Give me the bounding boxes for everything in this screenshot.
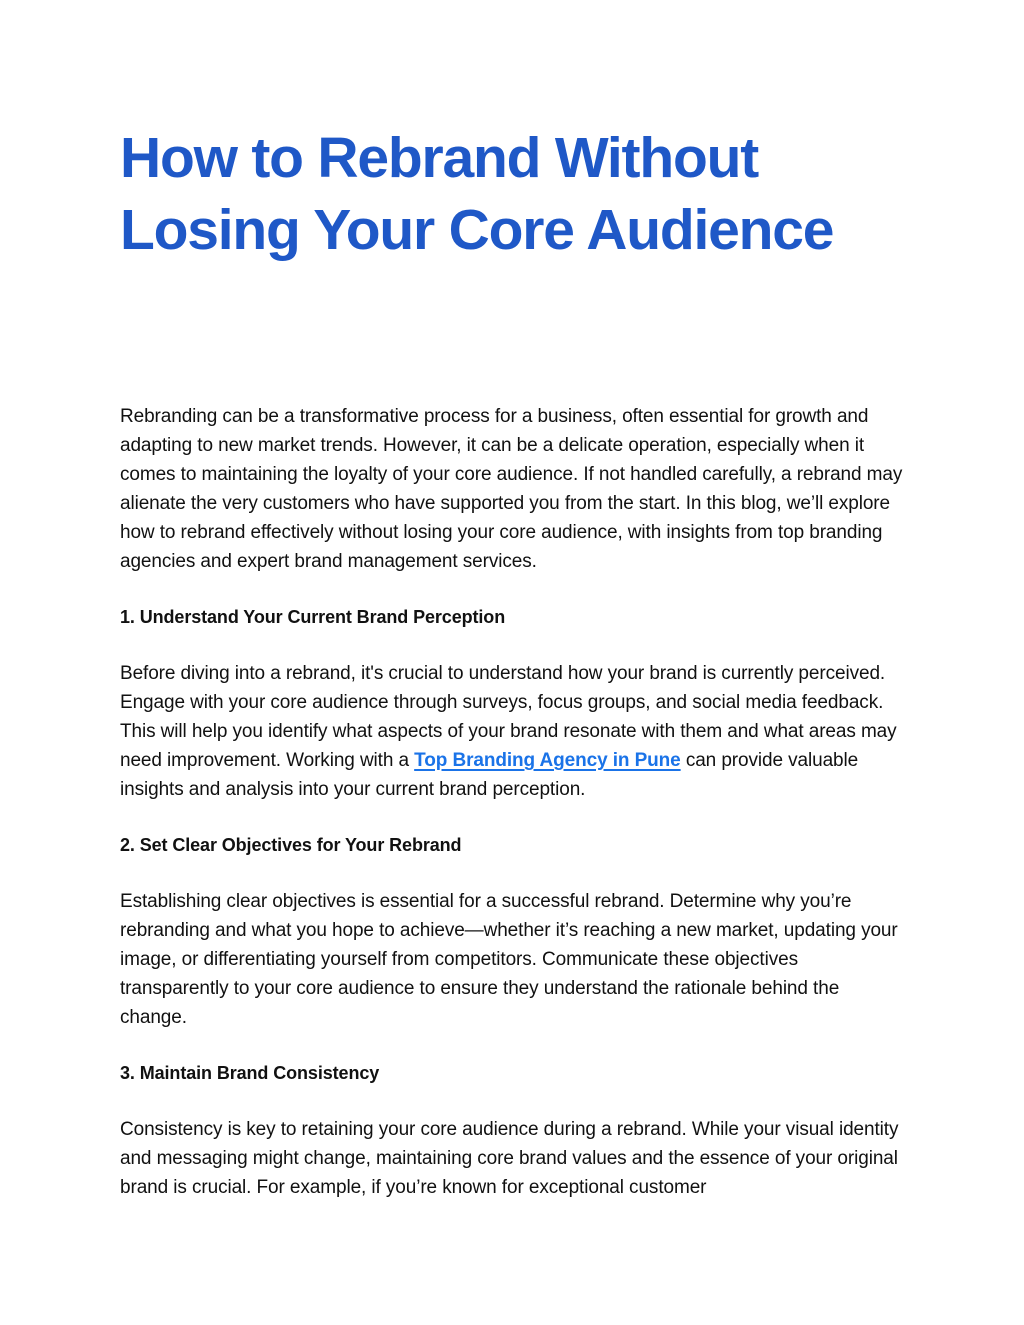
section-3-paragraph: Consistency is key to retaining your core audience during a rebrand. While your visual identity and messaging might change, maintaining core brand values and the essence of your original brand is crucial. For example, if you’re known for exceptional customer	[120, 1119, 899, 1198]
paragraph-gap	[120, 804, 920, 831]
paragraph-gap	[120, 576, 920, 603]
page-title: How to Rebrand Without Losing Your Core Audience	[120, 126, 834, 262]
section-2-heading: 2. Set Clear Objectives for Your Rebrand	[120, 835, 462, 855]
paragraph-gap	[120, 860, 920, 887]
title-spacer	[120, 266, 920, 402]
section-1-text-before-link: Before diving into a rebrand, it's crucial to understand how your brand is currently perceived. Engage with your core audience through surveys, focus groups, and social media feedback. This will help you identify what aspects of your brand resonate with them and what areas may need improvement. Working with a	[120, 663, 897, 771]
paragraph-gap	[120, 1032, 920, 1059]
section-1-paragraph	[120, 659, 910, 804]
paragraph-gap	[120, 632, 920, 659]
top-branding-agency-link[interactable]: Top Branding Agency in Pune	[414, 750, 681, 771]
paragraph-gap	[120, 1088, 920, 1115]
intro-paragraph: Rebranding can be a transformative process for a business, often essential for growth and adapting to new market trends. However, it can be a delicate operation, especially when it comes to maintaining the loyalty of your core audience. If not handled carefully, a rebrand may alienate the very customers who have supported you from the start. In this blog, we’ll explore how to rebrand effectively without losing your core audience, with insights from top branding agencies and expert brand management services.	[120, 406, 903, 572]
section-1-text-after-link: can provide valuable insights and analysis into your current brand perception.	[120, 750, 859, 800]
document-page	[120, 122, 920, 1202]
section-2-paragraph: Establishing clear objectives is essential for a successful rebrand. Determine why you’re rebranding and what you hope to achieve—whether it’s reaching a new market, updating your image, or differentiating yourself from competitors. Communicate these objectives transparently to your core audience to ensure they understand the rationale behind the change.	[120, 891, 898, 1028]
section-1-heading: 1. Understand Your Current Brand Perception	[120, 607, 506, 627]
section-3-heading: 3. Maintain Brand Consistency	[120, 1063, 380, 1083]
